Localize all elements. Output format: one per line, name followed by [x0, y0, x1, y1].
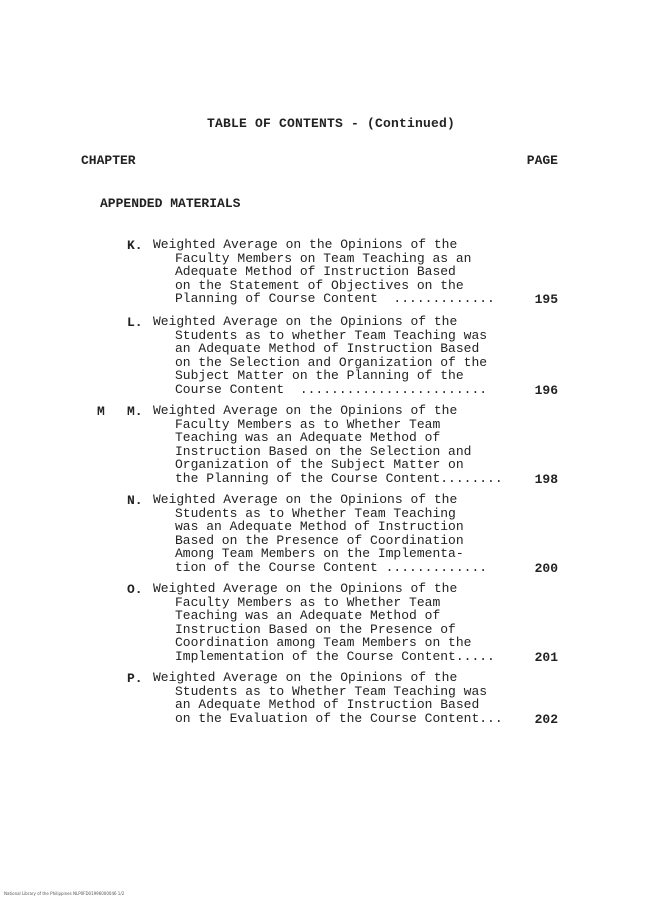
- entry-letter: O.: [127, 582, 143, 597]
- entry-page-number: 201: [534, 650, 558, 665]
- entry-text: [153, 237, 535, 307]
- entry-text: [153, 670, 535, 726]
- toc-entries: [0, 238, 654, 748]
- section-heading: APPENDED MATERIALS: [100, 196, 241, 211]
- toc-entry-m: [0, 404, 654, 485]
- entry-line: Instruction Based on the Presence of: [175, 621, 456, 637]
- entry-page-number: 200: [534, 561, 558, 576]
- entry-line: Students as to whether Team Teaching was: [175, 327, 488, 343]
- entry-letter: L.: [127, 315, 143, 330]
- entry-page-number: 198: [534, 472, 558, 487]
- entry-line: Organization of the Subject Matter on: [175, 457, 464, 473]
- toc-entry-p: [0, 671, 654, 740]
- entry-line: Instruction Based on the Selection and: [175, 443, 472, 459]
- entry-text: [153, 492, 535, 575]
- entry-line: Weighted Average on the Opinions of the: [153, 670, 458, 685]
- entry-line: an Adequate Method of Instruction Based: [175, 697, 480, 713]
- entry-line: an Adequate Method of Instruction Based: [175, 341, 480, 357]
- entry-line: Students as to Whether Team Teaching: [175, 505, 456, 521]
- entry-line: the Planning of the Course Content........: [175, 470, 503, 486]
- entry-line: Weighted Average on the Opinions of the: [153, 581, 458, 596]
- entry-line: Course Content ........................: [175, 381, 488, 397]
- entry-line: Students as to Whether Team Teaching was: [175, 683, 488, 699]
- entry-line: Subject Matter on the Planning of the: [175, 368, 464, 384]
- entry-line: Weighted Average on the Opinions of the: [153, 314, 458, 329]
- entry-line: Weighted Average on the Opinions of the: [153, 237, 458, 252]
- entry-text: [153, 314, 535, 397]
- entry-line: Adequate Method of Instruction Based: [175, 264, 456, 280]
- entry-letter: N.: [127, 493, 143, 508]
- toc-entry-l: [0, 315, 654, 396]
- entry-line: Teaching was an Adequate Method of: [175, 608, 441, 624]
- entry-text: [153, 403, 535, 486]
- page-title: TABLE OF CONTENTS - (Continued): [206, 116, 456, 131]
- toc-entry-o: [0, 582, 654, 663]
- margin-mark: M: [97, 404, 105, 419]
- entry-letter: K.: [127, 238, 143, 253]
- chapter-column-label: CHAPTER: [81, 153, 136, 168]
- entry-line: Coordination among Team Members on the: [175, 635, 472, 651]
- entry-line: was an Adequate Method of Instruction: [175, 519, 464, 535]
- page-column-label: PAGE: [526, 153, 558, 168]
- entry-line: tion of the Course Content .............: [175, 559, 488, 575]
- entry-line: Faculty Members on Team Teaching as an: [175, 250, 472, 266]
- entry-line: on the Statement of Objectives on the: [175, 277, 464, 293]
- entry-line: Based on the Presence of Coordination: [175, 532, 464, 548]
- entry-line: Teaching was an Adequate Method of: [175, 430, 441, 446]
- entry-line: Faculty Members as to Whether Team: [175, 416, 441, 432]
- entry-page-number: 196: [534, 383, 558, 398]
- toc-entry-k: [0, 238, 654, 307]
- entry-text: [153, 581, 535, 664]
- entry-letter: P.: [127, 671, 143, 686]
- entry-line: Weighted Average on the Opinions of the: [153, 492, 458, 507]
- entry-line: Implementation of the Course Content.....: [175, 648, 495, 664]
- entry-line: on the Selection and Organization of the: [175, 354, 488, 370]
- scan-footer: National Library of the Philippines NLP0FD01996000046 1/2: [4, 891, 125, 896]
- entry-line: Among Team Members on the Implementa-: [175, 546, 464, 562]
- entry-line: on the Evaluation of the Course Content...: [175, 710, 503, 726]
- entry-line: Planning of Course Content .............: [175, 291, 495, 307]
- entry-line: Weighted Average on the Opinions of the: [153, 403, 458, 418]
- entry-line: Faculty Members as to Whether Team: [175, 594, 441, 610]
- entry-page-number: 195: [534, 292, 558, 307]
- entry-letter: M.: [127, 404, 143, 419]
- entry-page-number: 202: [534, 712, 558, 727]
- toc-entry-n: [0, 493, 654, 574]
